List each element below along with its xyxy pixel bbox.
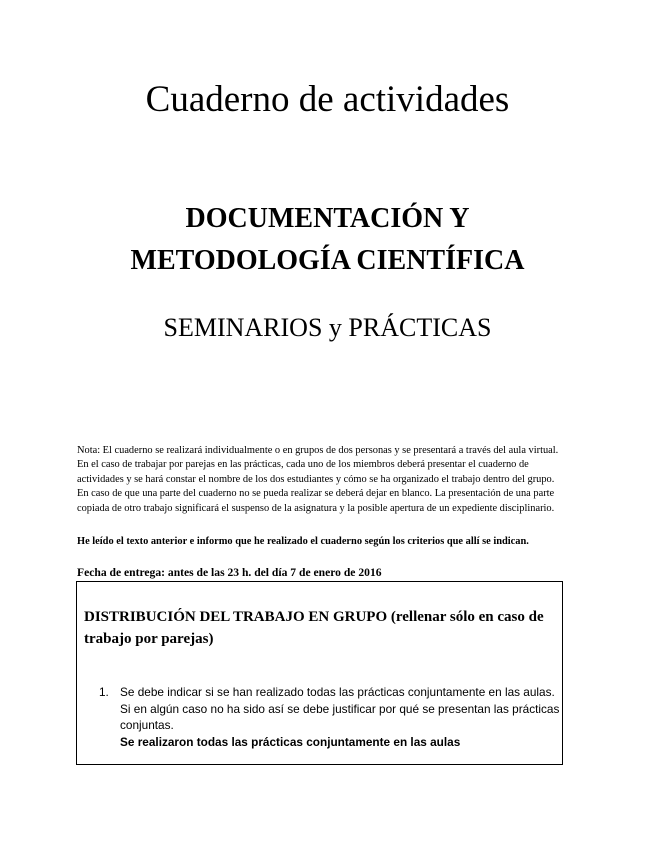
declaration-statement: He leído el texto anterior e informo que he realizado el cuaderno según los criterios que allí se indican. — [77, 536, 529, 547]
note-line: Nota: El cuaderno se realizará individualmente o en grupos de dos personas y se presentará a través del aula virtual. — [77, 445, 559, 456]
note-line: En caso de que una parte del cuaderno no se pueda realizar se deberá dejar en blanco. La presentación de una parte — [77, 488, 555, 500]
subject-title — [60, 198, 595, 282]
note-line: En el caso de trabajar por parejas en las prácticas, cada uno de los miembros deberá presentar el cuaderno de — [77, 459, 529, 471]
question-line: Si en algún caso no ha sido así se debe justificar por qué se presentan las prácticas — [120, 701, 560, 716]
submission-deadline: Fecha de entrega: antes de las 23 h. del día 7 de enero de 2016 — [77, 566, 382, 579]
instructions-note — [77, 444, 577, 516]
group-work-title-line: trabajo por parejas) — [84, 631, 214, 647]
group-work-box — [76, 581, 563, 765]
group-work-title — [84, 606, 554, 650]
subject-title-line: METODOLOGÍA CIENTÍFICA — [130, 245, 525, 276]
list-item-number: 1. — [99, 685, 109, 699]
subject-title-line: DOCUMENTACIÓN Y — [185, 203, 470, 234]
note-line: copiada de otro trabajo significará el suspenso de la asignatura y la posible apertura de un expediente disciplinario. — [77, 502, 555, 514]
section-title: SEMINARIOS y PRÁCTICAS — [163, 313, 492, 342]
note-line: actividades y se hará constar el nombre de los dos estudiantes y cómo se ha organizado el trabajo dentro del grupo. — [77, 473, 555, 485]
answer-text: Se realizaron todas las prácticas conjuntamente en las aulas — [120, 734, 461, 749]
question-line: Se debe indicar si se han realizado todas las prácticas conjuntamente en las aulas. — [120, 685, 555, 699]
question-line: conjuntas. — [120, 718, 174, 733]
list-item-body — [120, 684, 560, 750]
group-work-title-line: DISTRIBUCIÓN DEL TRABAJO EN GRUPO (rellenar sólo en caso de — [84, 609, 544, 625]
document-title: Cuaderno de actividades — [145, 79, 510, 120]
